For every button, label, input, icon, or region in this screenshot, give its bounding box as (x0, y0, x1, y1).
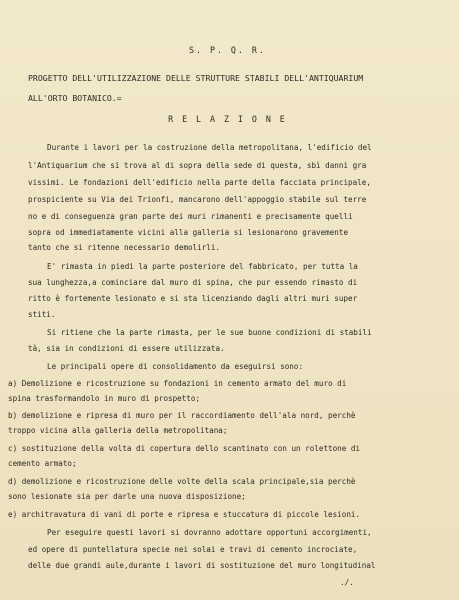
body-line: l'Antiquarium che si trova al di sopra della sede di questa, sbì danni gra (28, 161, 367, 170)
body-line: delle due grandi aule,durante i lavori di sostituzione del muro longitudinal (28, 561, 376, 570)
list-item-c-cont: cemento armato; (8, 459, 77, 468)
section-heading: R E L A Z I O N E (168, 114, 287, 124)
list-item-b: b) demolizione e ripresa di muro per il raccordiamento dell'ala nord, perchè (8, 411, 356, 420)
continuation-mark: ./. (340, 578, 354, 587)
project-title-line-2: ALL'ORTO BOTANICO.= (28, 93, 122, 103)
list-item-d-cont: sono lesionate sia per darle una nuova disposizione; (8, 492, 246, 501)
body-line: stiti. (28, 310, 56, 319)
list-item-e: e) architravatura di vani di porte e ripresa e stuccatura di piccole lesioni. (8, 510, 361, 519)
body-line: E' rimasta in piedi la parte posteriore del fabbricato, per tutta la (47, 262, 358, 271)
body-line: prospiciente su Via dei Trionfi, mancarono dell'appoggio stabile sul terre (28, 195, 367, 204)
body-line: ritto è fortemente lesionato e si sta licenziando dagli altri muri super (28, 294, 358, 303)
body-line: sua lunghezza,a cominciare dal muro di spina, che pur essendo rimasto di (28, 278, 358, 287)
list-item-a-cont: spina trasformandolo in muro di prospetto; (8, 394, 201, 403)
list-item-a: a) Demolizione e ricostruzione su fondazioni in cemento armato del muro di (8, 379, 347, 388)
body-line: sopra od immediatamente vicini alla galleria si lesionarono gravemente (28, 228, 349, 237)
list-item-c: c) sostituzione della volta di copertura dello scantinato con un rolettone di (8, 444, 361, 453)
body-line: no e di conseguenza gran parte dei muri rimanenti e precisamente quelli (28, 212, 353, 221)
project-title-line-1: PROGETTO DELL'UTILIZZAZIONE DELLE STRUTTURE STABILI DELL'ANTIQUARIUM (28, 73, 364, 83)
list-item-b-cont: troppo vicina alla galleria della metropolitana; (8, 426, 228, 435)
body-line: Le principali opere di consolidamento da eseguirsi sono: (47, 362, 304, 371)
list-item-d: d) demolizione e ricostruzione delle volte della scala principale,sia perchè (8, 477, 356, 486)
body-line: vissimi. Le fondazioni dell'edificio nella parte della facciata principale, (28, 178, 371, 187)
body-line: ed opere di puntellatura specie nei solai e travi di cemento incrociate, (28, 545, 358, 554)
body-line: Si ritiene che la parte rimasta, per le sue buone condizioni di stabili (47, 328, 372, 337)
body-line: tà, sia in condizioni di essere utilizzata. (28, 344, 225, 353)
header-spqr: S. P. Q. R. (189, 45, 266, 55)
body-line: Durante i lavori per la costruzione della metropolitana, l'edificio del (47, 143, 372, 152)
body-line: Per eseguire questi lavori si dovranno adottare opportuni accorgimenti, (47, 528, 372, 537)
body-line: tanto che si ritenne necessario demolirli. (28, 243, 221, 252)
